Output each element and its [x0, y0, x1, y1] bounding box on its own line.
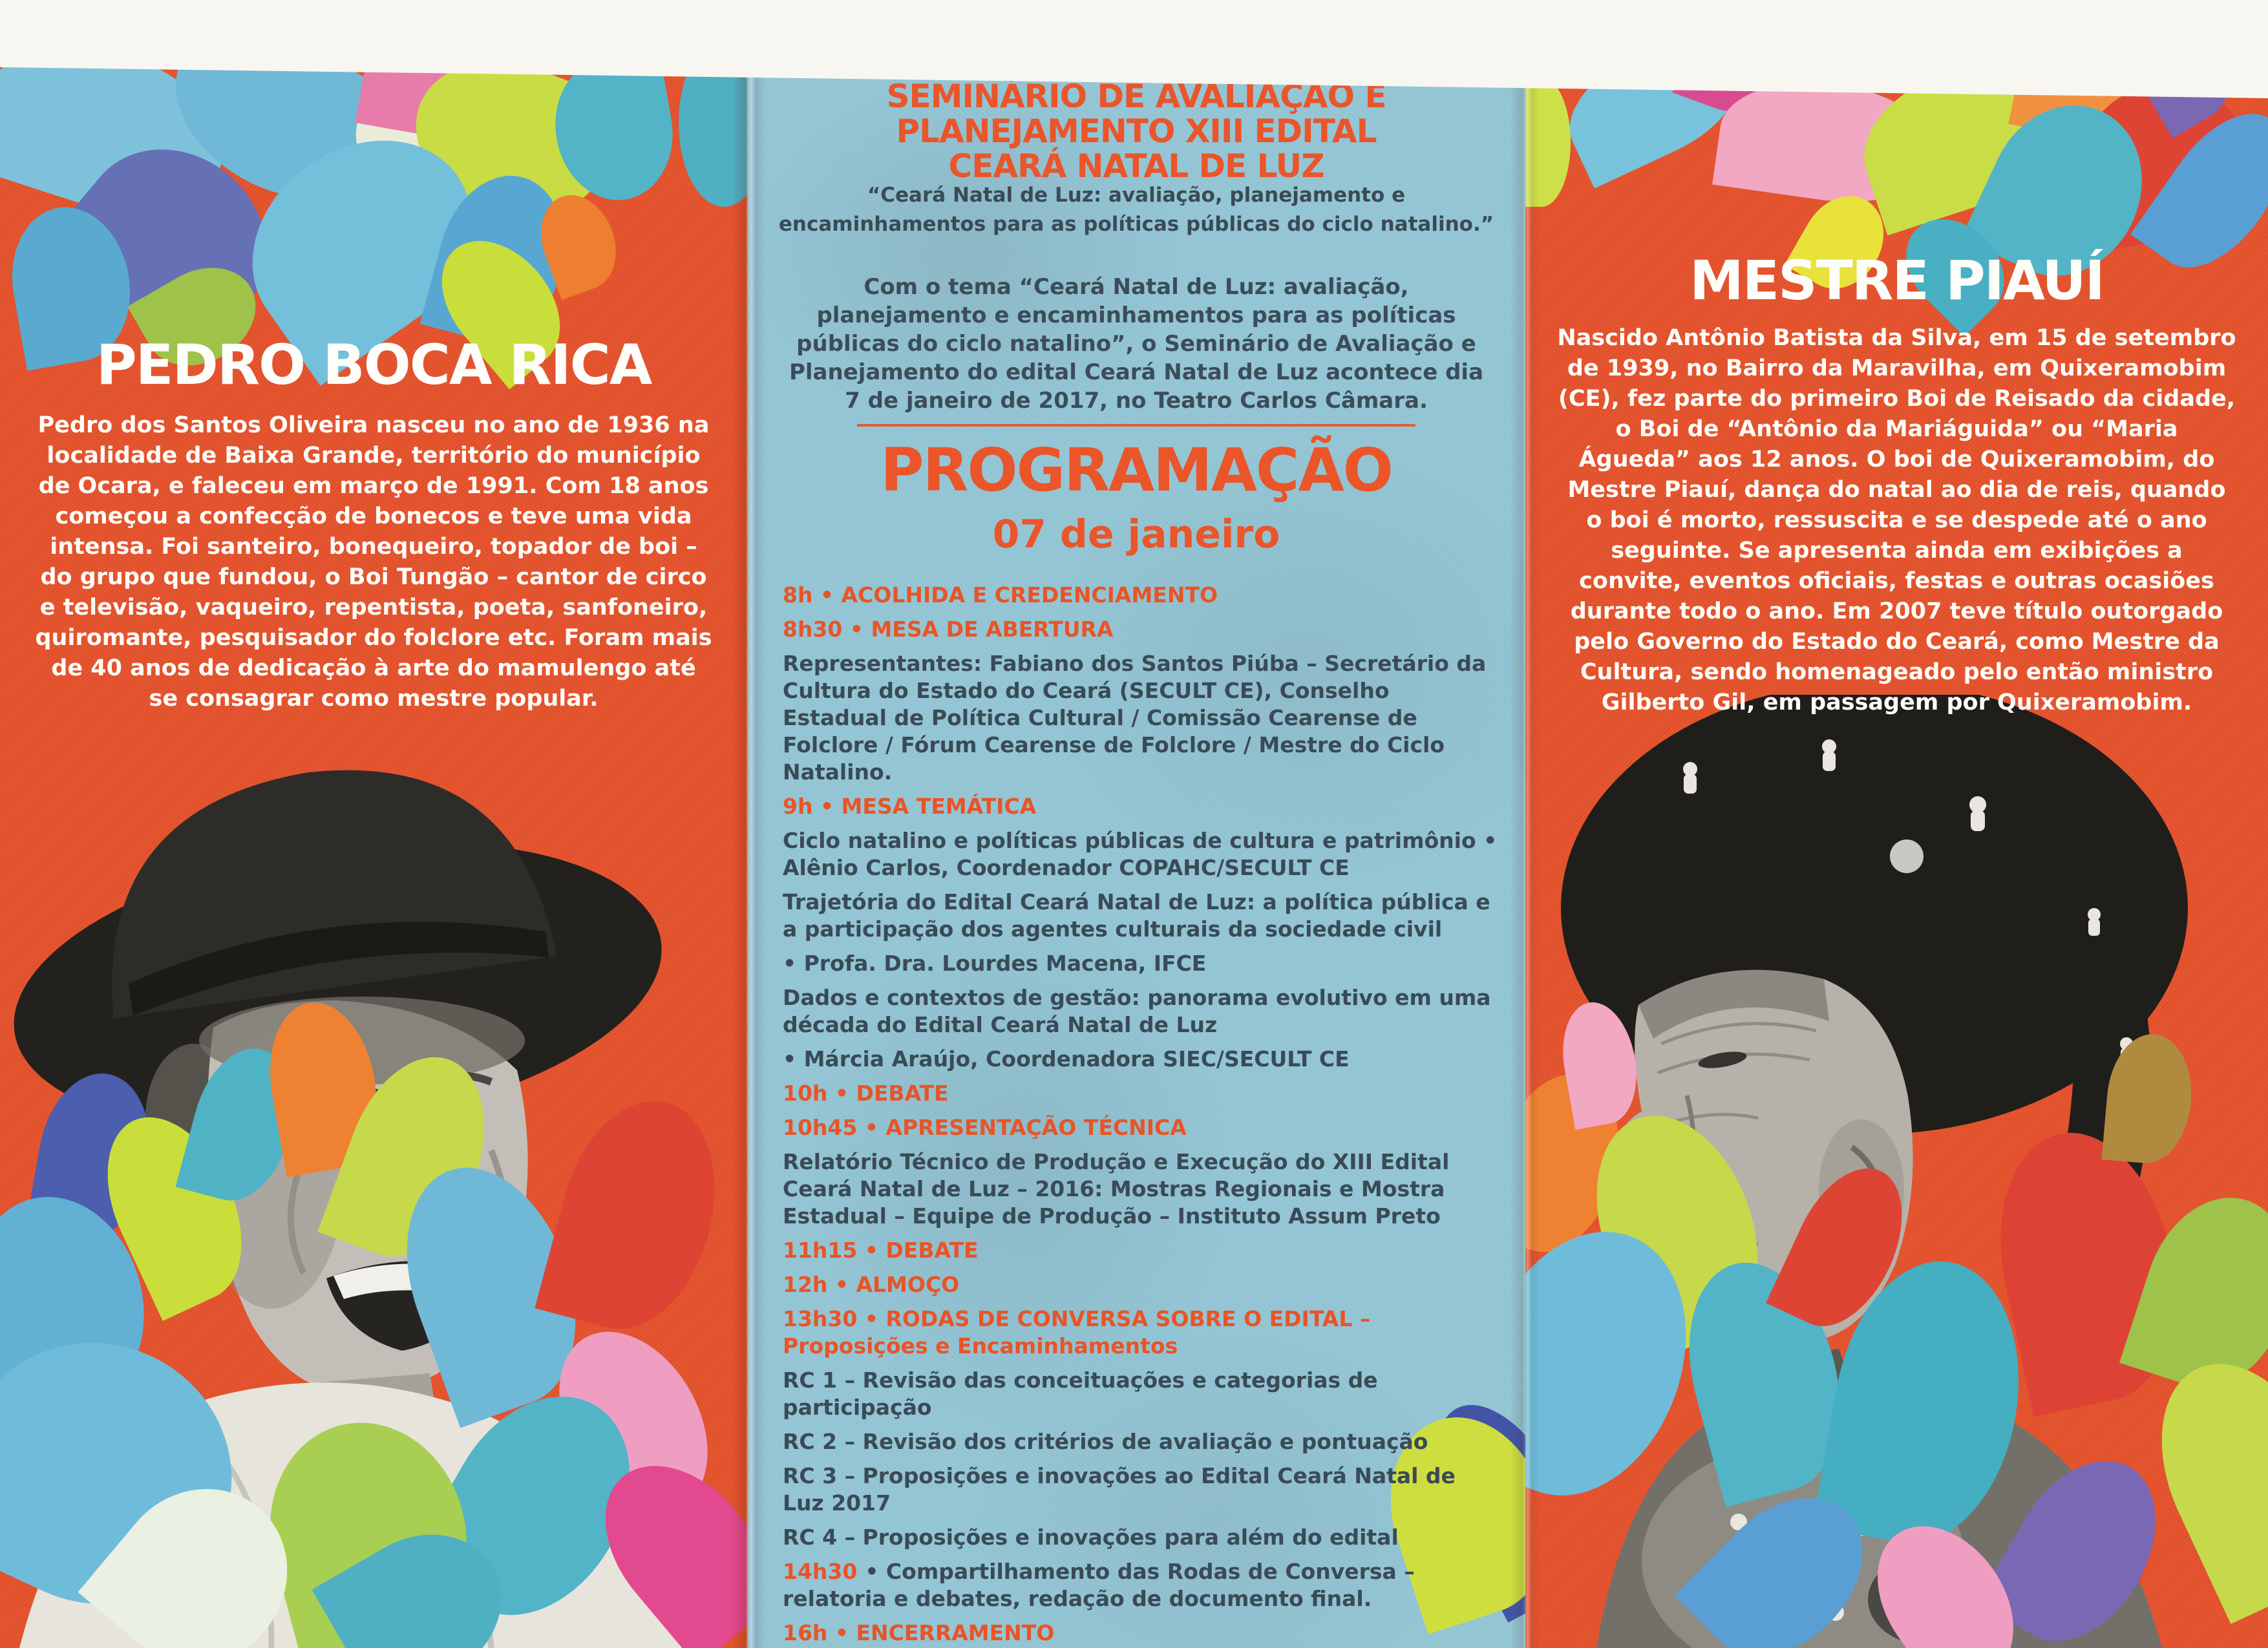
schedule-item: • Profa. Dra. Lourdes Macena, IFCE	[783, 951, 1207, 976]
schedule-item: 9h • MESA TEMÁTICA	[783, 794, 1037, 819]
schedule-item: Representantes: Fabiano dos Santos Piúba – Secretário da Cultura do Estado do Ceará (SECULT CE), Conselho Estadual de Política Cultural / Comissão Cearense de Folclore / Fórum Cearense de Folclore / Mestre do Ciclo Natalino.	[783, 651, 1487, 785]
schedule-item: Ciclo natalino e políticas públicas de cultura e patrimônio • Alênio Carlos, Coordenador COPAHC/SECULT CE	[783, 828, 1498, 880]
seminar-title-line3: CEARÁ NATAL DE LUZ	[948, 147, 1324, 185]
schedule-item: RC 1 – Revisão das conceituações e categorias de participação	[783, 1368, 1378, 1420]
schedule-item: 8h30 • MESA DE ABERTURA	[783, 617, 1114, 642]
seminar-subtitle-line1: “Ceará Natal de Luz: avaliação, planejamento e	[867, 184, 1406, 207]
seminar-title-line2: PLANEJAMENTO XIII EDITAL	[896, 112, 1377, 150]
mestre-piaui-title: MESTRE PIAUÍ	[1690, 249, 2104, 312]
program-date: 07 de janeiro	[992, 512, 1280, 557]
droplet-decoration-bottom-right	[1525, 956, 2268, 1648]
schedule-item: 13h30 • RODAS DE CONVERSA SOBRE O EDITAL – Proposições e Encaminhamentos	[783, 1306, 1371, 1358]
schedule-item: RC 2 – Revisão dos critérios de avaliação e pontuação	[783, 1429, 1428, 1454]
schedule-item: Relatório Técnico de Produção e Execução do XIII Edital Ceará Natal de Luz – 2016: Mostras Regionais e Mostra Estadual – Equipe de Produção – Instituto Assum Preto	[783, 1149, 1450, 1229]
schedule-item: 10h45 • APRESENTAÇÃO TÉCNICA	[783, 1115, 1187, 1140]
droplet-decoration-bottom-left	[0, 956, 747, 1648]
divider-line	[857, 424, 1415, 427]
schedule-item: Trajetória do Edital Ceará Natal de Luz: a política pública e a participação dos agentes culturais da sociedade civil	[783, 889, 1490, 942]
mestre-piaui-bio-paragraph: Nascido Antônio Batista da Silva, em 15 de setembro de 1939, no Bairro da Maravilha, em Quixeramobim (CE), fez parte do primeiro Boi de Reisado da cidade, o Boi de “Antônio da Mariáguida” ou “Maria Águeda” aos 12 anos. O boi de Quixeramobim, do Mestre Piauí, dança do natal ao dia de reis, quando o boi é morto, ressuscita e se despede até o ano seguinte. Se apresenta ainda em exibições a convite, eventos oficiais, festas e outras ocasiões durante todo o ano. Em 2007 teve título outorgado pelo Governo do Estado do Ceará, como Mestre da Cultura, sendo homenageado pelo então ministro Gilberto Gil, em passagem por Quixeramobim.	[1557, 325, 2236, 715]
seminar-title-line1: SEMINÁRIO DE AVALIAÇÃO E	[886, 78, 1386, 115]
program-schedule	[783, 582, 1498, 1648]
panel-mestre-piaui	[1525, 65, 2268, 1648]
schedule-item: 8h • ACOLHIDA E CREDENCIAMENTO	[783, 582, 1218, 607]
program-title: PROGRAMAÇÃO	[880, 436, 1392, 505]
schedule-item: 16h • ENCERRAMENTO	[783, 1620, 1055, 1645]
schedule-item: 11h15 • DEBATE	[783, 1238, 979, 1263]
panel-seminar-program	[747, 65, 1525, 1648]
schedule-item: 12h • ALMOÇO	[783, 1272, 960, 1297]
schedule-item: • Márcia Araújo, Coordenadora SIEC/SECULT CE	[783, 1046, 1350, 1072]
droplet-decoration-top-left	[0, 65, 747, 368]
panel-pedro-boca-rica	[0, 65, 747, 1648]
schedule-item: Dados e contextos de gestão: panorama evolutivo em uma década do Edital Ceará Natal de Luz	[783, 985, 1491, 1037]
pedro-title: PEDRO BOCA RICA	[96, 333, 652, 397]
seminar-subtitle	[747, 181, 1525, 239]
schedule-item: RC 3 – Proposições e inovações ao Edital Ceará Natal de Luz 2017	[783, 1463, 1456, 1516]
seminar-subtitle-line2: encaminhamentos para as políticas públicas do ciclo natalino.”	[778, 213, 1494, 236]
schedule-item: RC 4 – Proposições e inovações para além do edital	[783, 1525, 1399, 1550]
schedule-item: 10h • DEBATE	[783, 1081, 949, 1106]
seminar-intro-paragraph: Com o tema “Ceará Natal de Luz: avaliação, planejamento e encaminhamentos para as políticas públicas do ciclo natalino”, o Seminário de Avaliação e Planejamento do edital Ceará Natal de Luz acontece dia 7 de janeiro de 2017, no Teatro Carlos Câmara.	[789, 274, 1484, 414]
schedule-item: 14h30 • Compartilhamento das Rodas de Conversa – relatoria e debates, redação de documento final.	[783, 1559, 1415, 1611]
pedro-bio-paragraph: Pedro dos Santos Oliveira nasceu no ano de 1936 na localidade de Baixa Grande, território do município de Ocara, e faleceu em março de 1991. Com 18 anos começou a confecção de bonecos e teve uma vida intensa. Foi santeiro, bonequeiro, topador de boi – do grupo que fundou, o Boi Tungão – cantor de circo e televisão, vaqueiro, repentista, poeta, sanfoneiro, quiromante, pesquisador do folclore etc. Foram mais de 40 anos de dedicação à arte do mamulengo até se consagrar como mestre popular.	[35, 412, 712, 712]
seminar-title	[747, 79, 1525, 184]
